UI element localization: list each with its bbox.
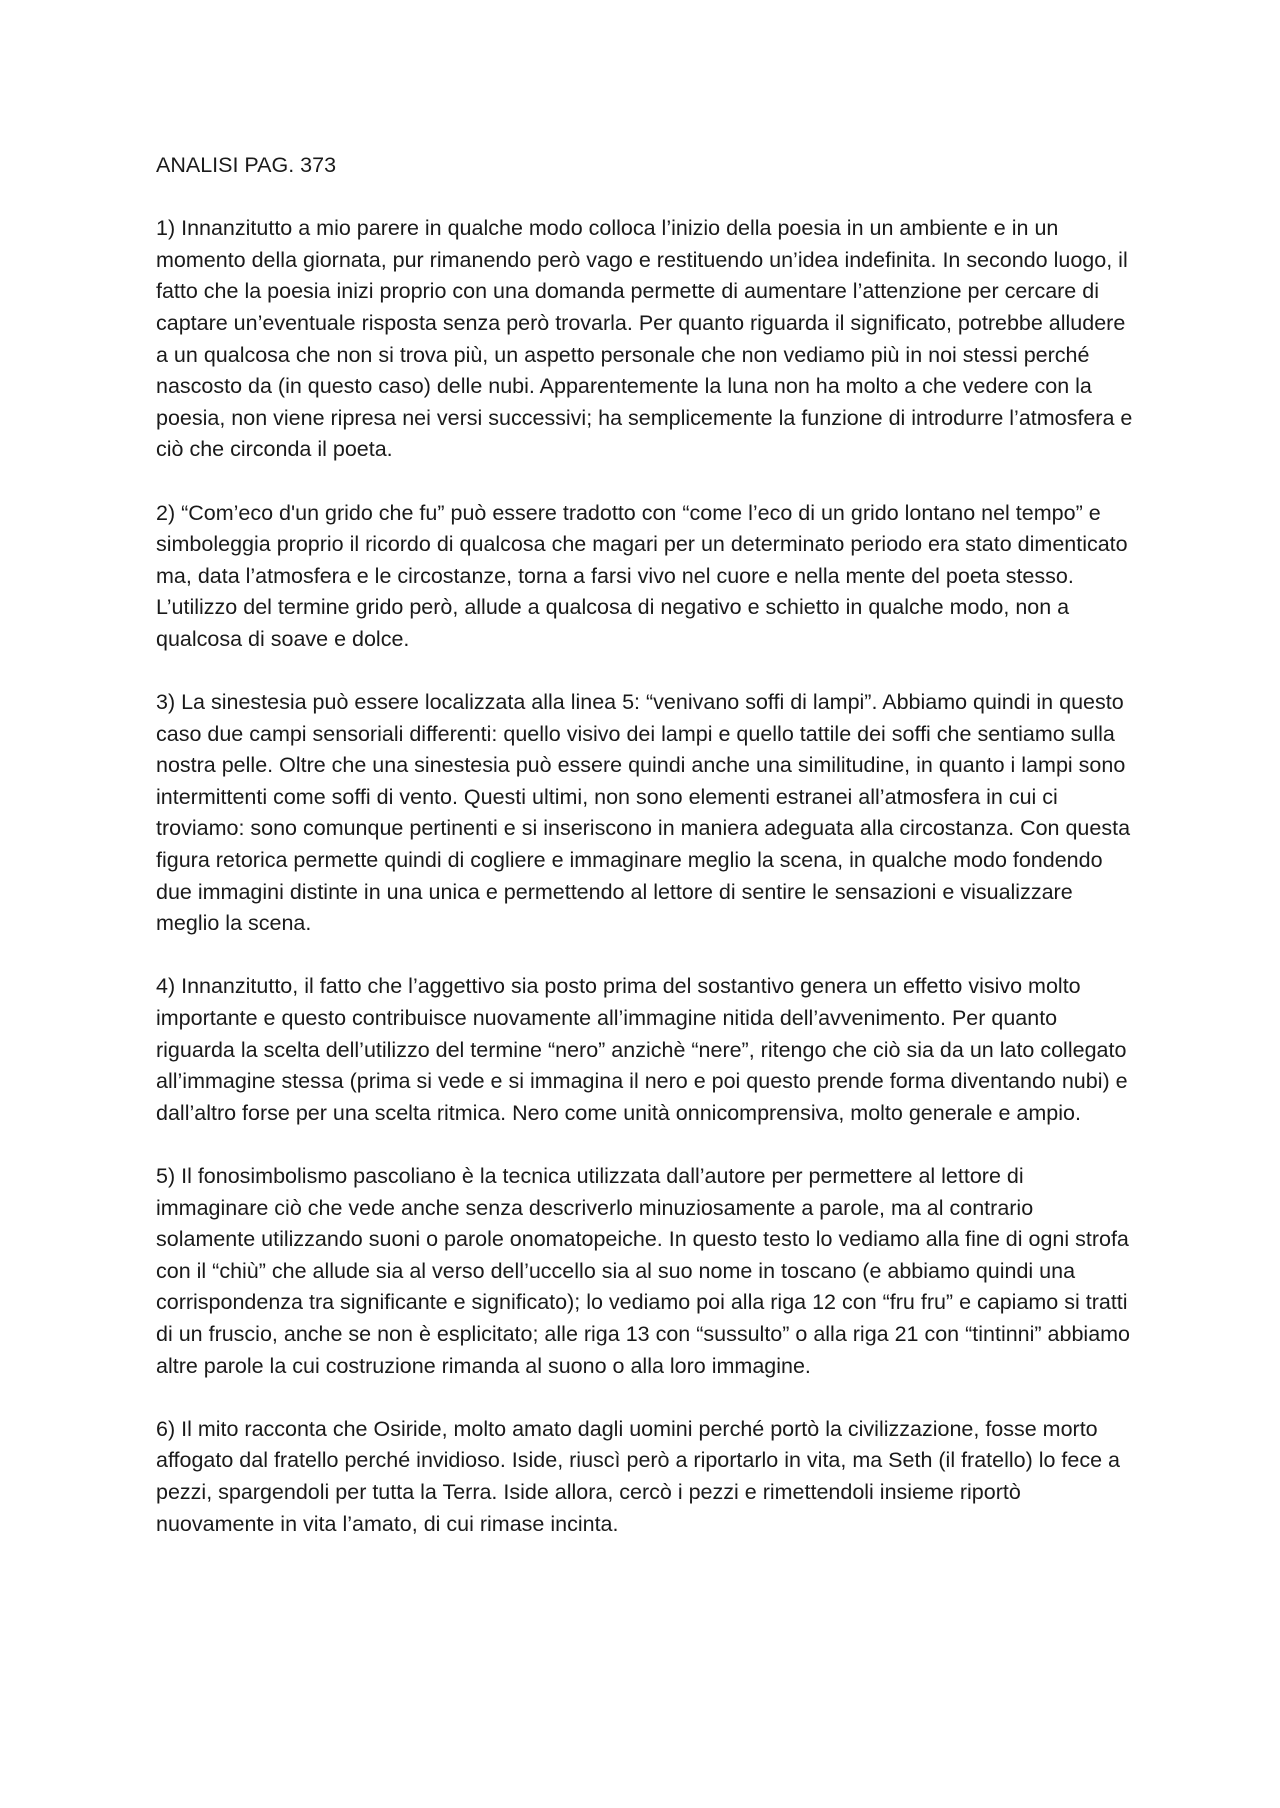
paragraph-answer-2: 2) “Com’eco d'un grido che fu” può essere tradotto con “come l’eco di un grido lontano nel tempo” e simboleggia proprio il ricordo di qualcosa che magari per un determinato periodo era stato dimenticato ma, data l’atmosfera e le circostanze, torna a farsi vivo nel cuore e nella mente del poeta stesso. L’utilizzo del termine grido però, allude a qualcosa di negativo e schietto in qualche modo, non a qualcosa di soave e dolce.	[156, 500, 1128, 651]
paragraph-answer-5: 5) Il fonosimbolismo pascoliano è la tecnica utilizzata dall’autore per permettere al lettore di immaginare ciò che vede anche senza descriverlo minuziosamente a parole, ma al contrario solamente utilizzando suoni o parole onomatopeiche. In questo testo lo vediamo alla fine di ogni strofa con il “chiù” che allude sia al verso dell’uccello sia al suo nome in toscano (e abbiamo quindi una corrispondenza tra significante e significato); lo vediamo poi alla riga 12 con “fru fru” e capiamo si tratti di un fruscio, anche se non è esplicitato; alle riga 13 con “sussulto” o alla riga 21 con “tintinni” abbiamo altre parole la cui costruzione rimanda al suono o alla loro immagine.	[156, 1164, 1131, 1378]
document-title: ANALISI PAG. 373	[156, 153, 337, 177]
document-body	[156, 150, 1136, 1572]
paragraph-answer-1: 1) Innanzitutto a mio parere in qualche modo colloca l’inizio della poesia in un ambiente e in un momento della giornata, pur rimanendo però vago e restituendo un’idea indefinita. In secondo luogo, il fatto che la poesia inizi proprio con una domanda permette di aumentare l’attenzione per cercare di captare un’eventuale risposta senza però trovarla. Per quanto riguarda il significato, potrebbe alludere a un qualcosa che non si trova più, un aspetto personale che non vediamo più in noi stessi perché nascosto da (in questo caso) delle nubi. Apparentemente la luna non ha molto a che vedere con la poesia, non viene ripresa nei versi successivi; ha semplicemente la funzione di introdurre l’atmosfera e ciò che circonda il poeta.	[156, 216, 1133, 462]
paragraph-answer-3: 3) La sinestesia può essere localizzata alla linea 5: “venivano soffi di lampi”. Abbiamo quindi in questo caso due campi sensoriali differenti: quello visivo dei lampi e quello tattile dei soffi che sentiamo sulla nostra pelle. Oltre che una sinestesia può essere quindi anche una similitudine, in quanto i lampi sono intermittenti come soffi di vento. Questi ultimi, non sono elementi estranei all’atmosfera in cui ci troviamo: sono comunque pertinenti e si inseriscono in maniera adeguata alla circostanza. Con questa figura retorica permette quindi di cogliere e immaginare meglio la scena, in qualche modo fondendo due immagini distinte in una unica e permettendo al lettore di sentire le sensazioni e visualizzare meglio la scena.	[156, 690, 1131, 936]
paragraph-answer-4: 4) Innanzitutto, il fatto che l’aggettivo sia posto prima del sostantivo genera un effetto visivo molto importante e questo contribuisce nuovamente all’immagine nitida dell’avvenimento. Per quanto riguarda la scelta dell’utilizzo del termine “nero” anzichè “nere”, ritengo che ciò sia da un lato collegato all’immagine stessa (prima si vede e si immagina il nero e poi questo prende forma diventando nubi) e dall’altro forse per una scelta ritmica. Nero come unità onnicomprensiva, molto generale e ampio.	[156, 974, 1128, 1125]
paragraph-answer-6: 6) Il mito racconta che Osiride, molto amato dagli uomini perché portò la civilizzazione, fosse morto affogato dal fratello perché invidioso. Iside, riuscì però a riportarlo in vita, ma Seth (il fratello) lo fece a pezzi, spargendoli per tutta la Terra. Iside allora, cercò i pezzi e rimettendoli insieme riportò nuovamente in vita l’amato, di cui rimase incinta.	[156, 1416, 1121, 1536]
